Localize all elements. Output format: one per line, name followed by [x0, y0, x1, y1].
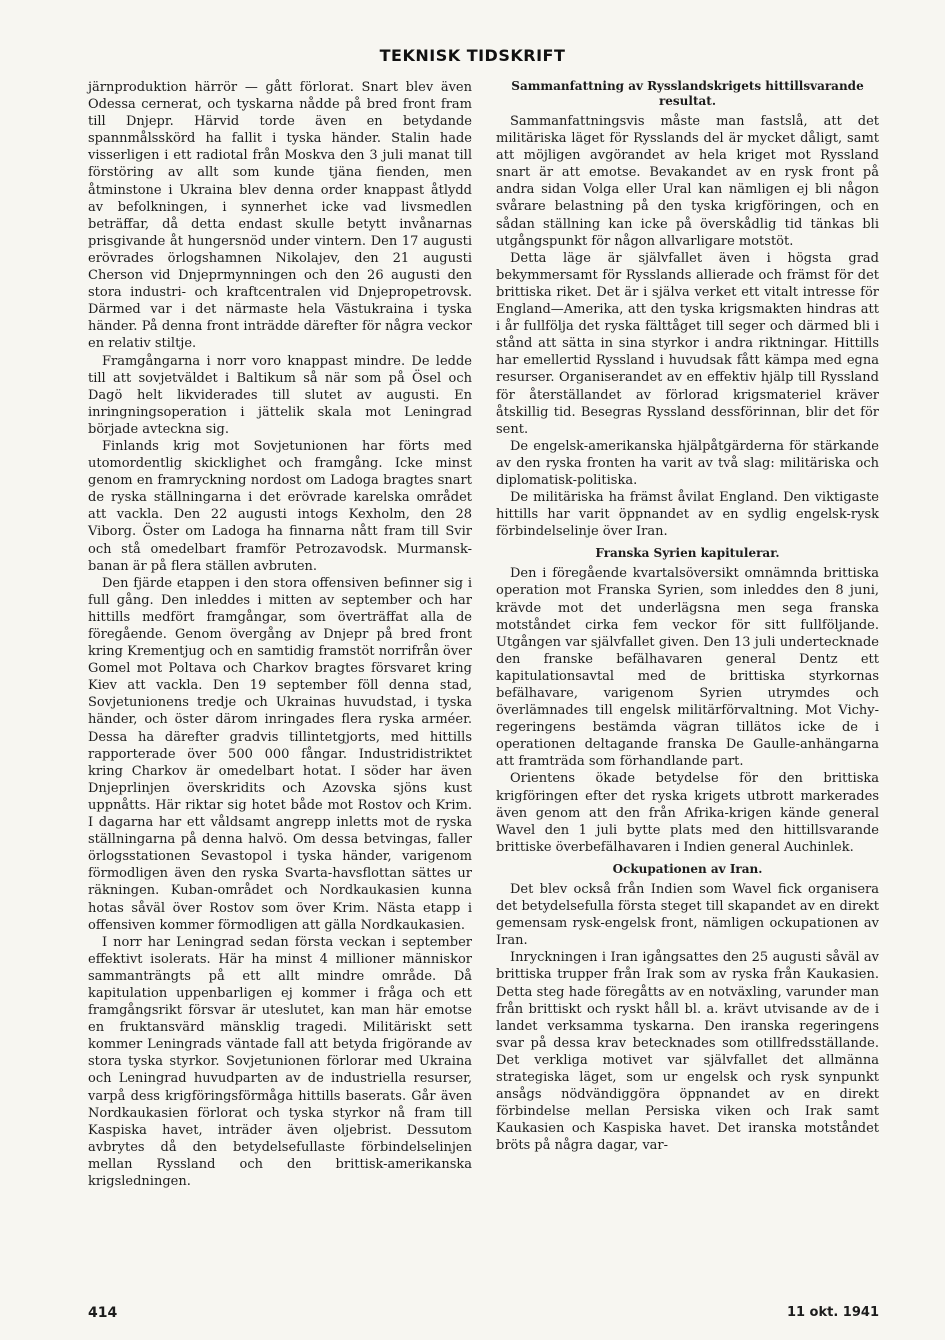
paragraph: De militäriska ha främst åvilat England. Den viktigaste hittills har varit öppnandet av en sydlig engelsk-rysk förbindelselinje över Iran.	[496, 490, 879, 540]
right-column	[496, 79, 879, 1154]
paragraph: I norr har Leningrad sedan första veckan i september effektivt isolerats. Här ha minst 4 millioner människor sammanträngts på ett allt mindre område. Då kapitulation uppenbarligen ej kommer i fråga och ett framgångsrikt försvar är uteslutet, kan man här emotse en fruktansvärd mänsklig tragedi. Militäriskt sett kommer Leningrads väntade fall att betyda frigörande av stora tyska styrkor. Sovjetunionen förlorar med Ukraina och Leningrad huvudparten av de industriella resurser, varpå dess krigföringsförmåga hittills baserats. Går även Nordkaukasien förlorat och tyska styrkor nå fram till Kaspiska havet, inträder även oljebrist. Dessutom avbrytes då den betydelsefullaste förbindelselinjen mellan Ryssland och den brittisk-amerikanska krigsledningen.	[88, 934, 472, 1189]
section-heading: Franska Syrien kapitulerar.	[595, 546, 780, 561]
left-column	[88, 79, 472, 1190]
page-number: 414	[88, 1305, 118, 1321]
issue-date: 11 okt. 1941	[786, 1305, 879, 1320]
paragraph: Inryckningen i Iran igångsattes den 25 augusti såväl av brittiska trupper från Irak som av ryska från Kaukasien. Detta steg hade föregåtts av en notväxling, varunder man från brittiskt och ryskt håll bl. a. krävt utvisande av de i landet verksamma tyskarna. Den iranska regeringens svar på dessa krav betecknades som otillfredsställande. Det verkliga motivet var självfallet det allmänna strategiska läget, som ur engelsk och rysk synpunkt ansågs nödvändiggöra öppnandet av en direkt förbindelse mellan Persiska viken och Irak samt Kaukasien och Kaspiska havet. Det iranska motståndet bröts på några dagar, var-	[496, 950, 879, 1154]
paragraph: Det blev också från Indien som Wavel fick organisera det betydelsefulla första steget till skapandet av en direkt gemensam rysk-engelsk front, nämligen ockupationen av Iran.	[496, 881, 879, 949]
paragraph: Framgångarna i norr voro knappast mindre. De ledde till att sovjetväldet i Baltikum så när som på Ösel och Dagö helt likviderades till slutet av augusti. En inringningsoperation i jättelik skala mot Leningrad började avteckna sig.	[88, 353, 472, 437]
paragraph: Den fjärde etappen i den stora offensiven befinner sig i full gång. Den inleddes i mitten av september och har hittills medfört framgångar, som överträffat alla de föregående. Genom övergång av Dnjepr på bred front kring Krementjug och en samtidig framstöt norrifrån över Gomel mot Poltava och Charkov bragtes försvaret kring Kiev att vackla. Den 19 september föll denna stad, Sovjetunionens tredje och Ukrainas huvudstad, i tyska händer, och öster därom inringades flera ryska arméer. Dessa ha därefter gradvis tillintetgjorts, med hittills rapporterade över 500 000 fångar. Industridistriktet kring Charkov är omedelbart hotat. I söder har även Dnjeprlinjen överskridits och Azovska sjöns kust uppnåtts. Här riktar sig hotet både mot Rostov och Krim. I dagarna har ett våldsamt angrepp inletts mot de ryska ställningarna på denna halvö. Om dessa betvingas, faller örlogsstationen Sevastopol i tyska händer, varigenom förmodligen även den ryska Svarta-havsflottan sättes ur räkningen. Kuban-området och Nordkaukasien kunna hotas såväl över Rostov som över Krim. Nästa etapp i offensiven kommer förmodligen att gälla Nordkaukasien.	[88, 575, 472, 933]
paragraph: Sammanfattningsvis måste man fastslå, att det militäriska läget för Rysslands del är mycket dåligt, samt att möjligen avgörandet av hela kriget mot Ryssland snart är att emotse. Bevakandet av en rysk front på andra sidan Volga eller Ural kan nämligen ej bli någon svårare belastning på den tyska krigföringen, och en sådan ställning kan icke på överskådlig tid tänkas bli utgångspunkt för någon allvarligare motstöt.	[496, 114, 879, 249]
paragraph: järnproduktion härrör — gått förlorat. Snart blev även Odessa cernerat, och tyskarna nådde på bred front fram till Dnjepr. Härvid torde även en betydande spannmålsskörd ha fallit i tyska händer. Stalin hade visserligen i ett radiotal från Moskva den 3 juli manat till förstöring av allt som kunde tjäna fienden, men åtminstone i Ukraina blev denna order knappast åtlydd av befolkningen, i synnerhet icke vad livsmedlen beträffar, då detta endast skulle betytt invånarnas prisgivande åt hungersnöd under vintern. Den 17 augusti erövrades örlogshamnen Nikolajev, den 21 augusti Cherson vid Dnjeprmynningen och den 26 augusti den stora industri- och kraftcentralen vid Dnjepropetrovsk. Därmed var i det närmaste hela Västukraina i tyska händer. På denna front inträdde därefter för några veckor en relativ stiltje.	[88, 80, 472, 352]
paragraph: Finlands krig mot Sovjetunionen har förts med utomordentlig skicklighet och framgång. Icke minst genom en framryckning nordost om Ladoga bragtes snart de ryska ställningarna i det erövrade karelska området att vackla. Den 22 augusti intogs Kexholm, den 28 Viborg. Öster om Ladoga ha finnarna nått fram till Svir och stå omedelbart framför Petrozavodsk. Murmansk-banan är på flera ställen avbruten.	[88, 438, 472, 574]
journal-title: TEKNISK TIDSKRIFT	[379, 46, 566, 65]
paragraph: Den i föregående kvartalsöversikt omnämnda brittiska operation mot Franska Syrien, som inleddes den 8 juni, krävde mot det underlägsna men sega franska motståndet cirka fem veckor för sitt fullföljande. Utgången var självfallet given. Den 13 juli undertecknade den franske befälhavaren general Dentz ett kapitulationsavtal med de brittiska styrkornas befälhavare, varigenom Syrien utrymdes och överlämnades till engelsk militärförvaltning. Mot Vichy-regeringens bestämda vägran tillätos icke de i operationen deltagande franska De Gaulle-anhängarna att framträda som förhandlande part.	[496, 566, 879, 770]
section-heading: Ockupationen av Iran.	[612, 861, 763, 876]
paragraph: De engelsk-amerikanska hjälpåtgärderna för stärkande av den ryska fronten ha varit av två slag: militäriska och diplomatisk-politiska.	[496, 438, 879, 488]
section-heading: Sammanfattning av Rysslandskrigets hittillsvarande resultat.	[511, 79, 864, 108]
paragraph: Orientens ökade betydelse för den brittiska krigföringen efter det ryska krigets utbrott markerades även genom att den från Afrika-krigen kände general Wavel den 1 juli bytte plats med den hittillsvarande brittiske överbefälhavaren i Indien general Auchinlek.	[496, 771, 879, 855]
paragraph: Detta läge är självfallet även i högsta grad bekymmersamt för Rysslands allierade och främst för det brittiska riket. Det är i själva verket ett vitalt intresse för England—Amerika, att den tyska krigsmakten hindras att i år fullfölja det ryska fälttåget till seger och därmed bli i stånd att sätta in sina styrkor i andra riktningar. Hittills har emellertid Ryssland i huvudsak fått kämpa med egna resurser. Organiserandet av en effektiv hjälp till Ryssland för återställandet av förlorad krigsmateriel kräver åtskillig tid. Besegras Ryssland dessförinnan, blir det för sent.	[496, 250, 879, 437]
